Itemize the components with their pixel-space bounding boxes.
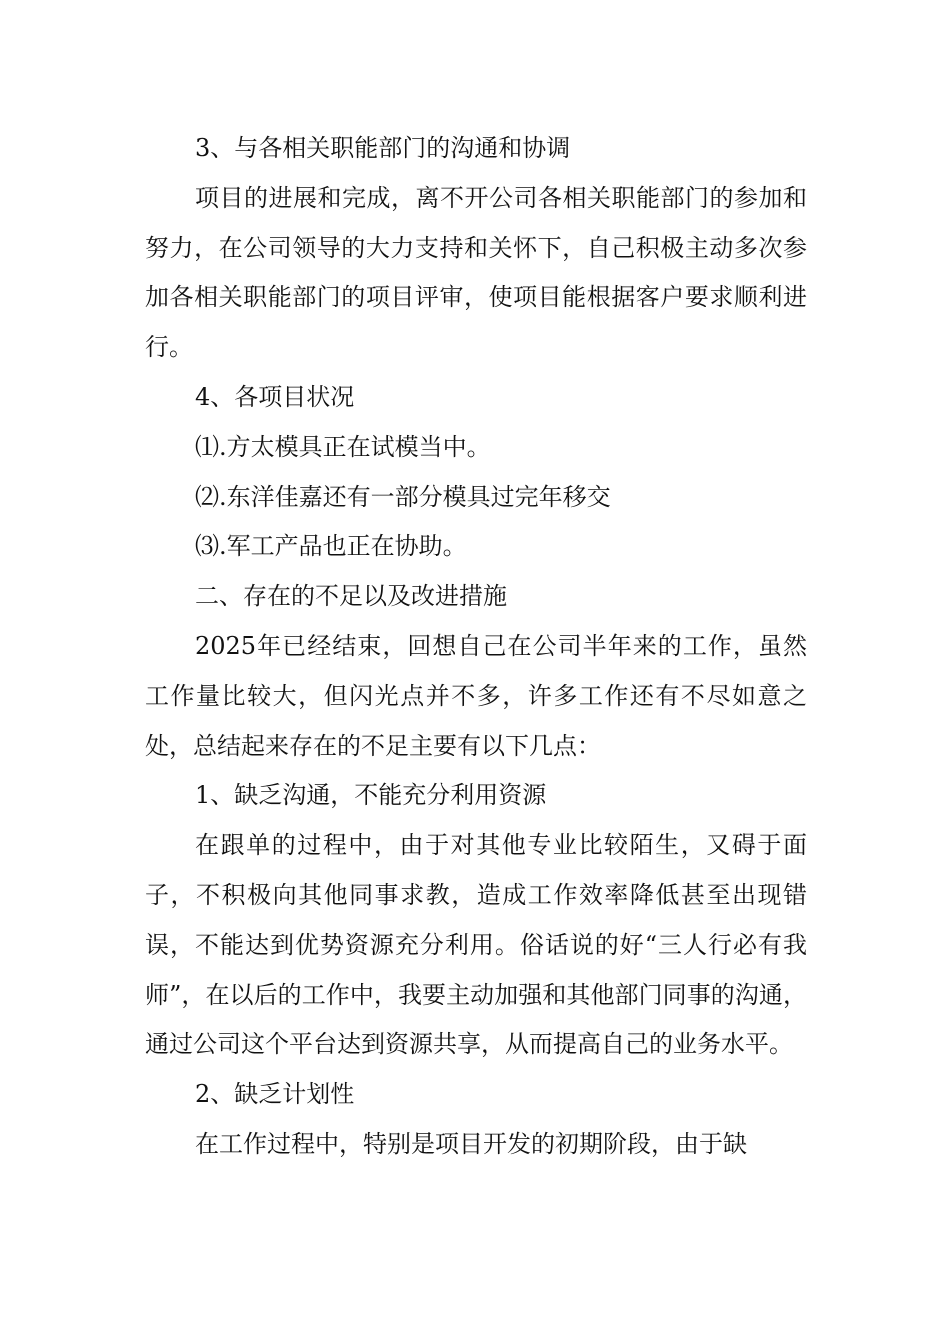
paragraph-summary: 2025年已经结束，回想自己在公司半年来的工作，虽然工作量比较大，但闪光点并不多，许多工作还有不尽如意之处，总结起来存在的不足主要有以下几点： [145,631,807,760]
paragraph-lack-communication: 在跟单的过程中，由于对其他专业比较陌生，又碍于面子，不积极向其他同事求教，造成工作效率降低甚至出现错误，不能达到优势资源充分利用。俗话说的好“三人行必有我师”，在以后的工作中，我要主动加强和其他部门同事的沟通，通过公司这个平台达到资源共享，从而提高自己的业务水平。 [145,831,807,1059]
heading-lack-communication: 1、缺乏沟通，不能充分利用资源 [195,781,547,810]
list-item-project-2: ⑵.东洋佳嘉还有一部分模具过完年移交 [195,482,611,511]
heading-project-status: 4、各项目状况 [195,382,355,411]
list-item-project-1: ⑴.方太模具正在试模当中。 [195,432,491,461]
heading-lack-planning: 2、缺乏计划性 [195,1080,355,1109]
heading-communication: 3、与各相关职能部门的沟通和协调 [195,134,571,162]
paragraph-communication: 项目的进展和完成，离不开公司各相关职能部门的参加和努力，在公司领导的大力支持和关怀下，自己积极主动多次参加各相关职能部门的项目评审，使项目能根据客户要求顺利进行。 [145,183,807,362]
list-item-project-3: ⑶.军工产品也正在协助。 [195,532,467,561]
paragraph-lack-planning: 在工作过程中，特别是项目开发的初期阶段，由于缺 [195,1129,747,1158]
section-heading-shortcomings: 二、存在的不足以及改进措施 [195,582,507,611]
document-body [145,124,807,1170]
